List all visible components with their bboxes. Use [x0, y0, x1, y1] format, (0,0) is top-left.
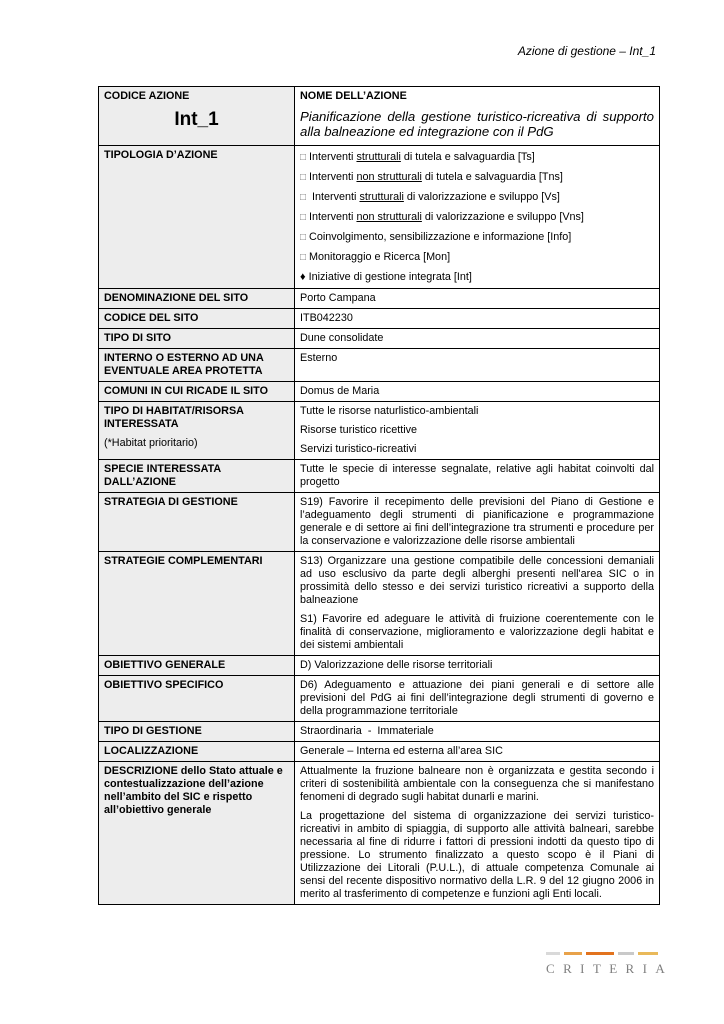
checkbox-empty-icon: □ [300, 152, 307, 163]
tipo-gestione-row [99, 722, 660, 742]
localizzazione-row [99, 742, 660, 762]
strategia-value: S19) Favorire il recepimento delle previsioni del Piano di Gestione e l’adeguamento degli strumenti di pianificazione e programmazione generale e di settore ai fini dell’integrazione tra strumenti e procedure per la conservazione e valorizzazione delle risorse ambientali [295, 493, 660, 552]
tipologia-option-info: □ Coinvolgimento, sensibilizzazione e informazione [Info] [300, 231, 572, 243]
checkbox-empty-icon: □ [300, 252, 307, 263]
tipologia-option-int: ♦ Iniziative di gestione integrata [Int] [300, 271, 472, 283]
diamond-bullet-icon: ♦ [300, 271, 306, 283]
action-code-row [99, 87, 660, 146]
comuni-value: Domus de Maria [295, 382, 660, 402]
logo-bar [546, 952, 560, 955]
strategia-label: STRATEGIA DI GESTIONE [99, 493, 295, 552]
habitat-note: (*Habitat prioritario) [104, 437, 198, 449]
denominazione-value: Porto Campana [295, 289, 660, 309]
descrizione-value: La progettazione del sistema di organizzazione dei servizi turistico-ricreativi in ambito di spiaggia, di supporto alle attività balneari, sarebbe necessaria al fine di ridurre i fattori di pressioni indotti da questo tipo di pressione. Lo strumento finalizzato a questo scopo è il Piani di Utilizzazione dei Litorali (P.U.L.), di attuale competenza Comunale ai sensi del recente dispositivo normativo della L.R. 9 del 12 giugno 2006 in merito al trasferimento di competenze e funzioni agli Enti locali. [300, 810, 654, 900]
interno-esterno-row [99, 349, 660, 382]
tipo-sito-label: TIPO DI SITO [99, 329, 295, 349]
tipo-gestione-value: Straordinaria - Immateriale [295, 722, 660, 742]
obiettivo-specifico-label: OBIETTIVO SPECIFICO [99, 676, 295, 722]
complementari-label: STRATEGIE COMPLEMENTARI [99, 552, 295, 656]
codice-sito-value: ITB042230 [295, 309, 660, 329]
obiettivo-generale-row [99, 656, 660, 676]
descrizione-values [295, 762, 660, 905]
checkbox-empty-icon: □ [300, 232, 307, 243]
tipologia-row [99, 146, 660, 289]
logo-color-bars [546, 952, 658, 955]
descrizione-value: Attualmente la fruzione balneare non è organizzata e gestita secondo i criteri di sostenibilità ambientale con la conseguenza che si manifestano fenomeni di degrado sugli habitat dunarli e marini. [300, 765, 654, 803]
tipologia-label: TIPOLOGIA D’AZIONE [99, 146, 295, 289]
habitat-label: TIPO DI HABITAT/RISORSA INTERESSATA [104, 405, 244, 430]
habitat-value: Risorse turistico ricettive [300, 424, 417, 436]
obiettivo-specifico-row [99, 676, 660, 722]
denominazione-label: DENOMINAZIONE DEL SITO [99, 289, 295, 309]
checkbox-empty-icon: □ [300, 192, 307, 203]
specie-label: SPECIE INTERESSATA DALL’AZIONE [99, 460, 295, 493]
codice-sito-label: CODICE DEL SITO [99, 309, 295, 329]
localizzazione-value: Generale – Interna ed esterna all’area SIC [295, 742, 660, 762]
logo-bar [564, 952, 582, 955]
habitat-row [99, 402, 660, 460]
habitat-values [295, 402, 660, 460]
tipo-sito-row [99, 329, 660, 349]
tipologia-options [295, 146, 660, 289]
descrizione-row [99, 762, 660, 905]
obiettivo-generale-label: OBIETTIVO GENERALE [99, 656, 295, 676]
checkbox-empty-icon: □ [300, 212, 307, 223]
action-code-value: Int_1 [174, 109, 219, 130]
logo-wordmark: CRITERIA [546, 961, 674, 976]
criteria-logo [546, 952, 674, 982]
tipologia-option-ts: □ Interventi strutturali di tutela e salvaguardia [Ts] [300, 151, 535, 163]
descrizione-label: DESCRIZIONE dello Stato attuale e contestualizzazione dell’azione nell’ambito del SIC e rispetto all’obiettivo generale [99, 762, 295, 905]
tipologia-option-vs: □ Interventi strutturali di valorizzazione e sviluppo [Vs] [300, 191, 560, 203]
comuni-label: COMUNI IN CUI RICADE IL SITO [99, 382, 295, 402]
obiettivo-generale-value: D) Valorizzazione delle risorse territoriali [295, 656, 660, 676]
action-name-label: NOME DELL’AZIONE [300, 90, 407, 102]
localizzazione-label: LOCALIZZAZIONE [99, 742, 295, 762]
complementari-values [295, 552, 660, 656]
habitat-cell [99, 402, 295, 460]
specie-row [99, 460, 660, 493]
page-header: Azione di gestione – Int_1 [517, 44, 656, 58]
comuni-row [99, 382, 660, 402]
action-name-cell [295, 87, 660, 146]
strategia-row [99, 493, 660, 552]
interno-esterno-value: Esterno [295, 349, 660, 382]
tipologia-option-tns: □ Interventi non strutturali di tutela e salvaguardia [Tns] [300, 171, 563, 183]
habitat-value: Servizi turistico-ricreativi [300, 443, 417, 455]
tipo-sito-value: Dune consolidate [295, 329, 660, 349]
action-sheet-table [98, 86, 660, 905]
complementari-value: S13) Organizzare una gestione compatibile delle concessioni demaniali ad uso esclusivo da parte degli alberghi presenti nell'area SIC o in prossimità dello stesso e dei servizi turistico ricreativi a supporto della balneazione [300, 555, 654, 606]
codice-sito-row [99, 309, 660, 329]
denominazione-row [99, 289, 660, 309]
logo-bar [638, 952, 658, 955]
specie-value: Tutte le specie di interesse segnalate, relative agli habitat coinvolti dal progetto [295, 460, 660, 493]
action-code-label: CODICE AZIONE [104, 90, 190, 102]
complementari-row [99, 552, 660, 656]
checkbox-empty-icon: □ [300, 172, 307, 183]
action-name-value: Pianificazione della gestione turistico-ricreativa di supporto alla balneazione ed integrazione con il PdG [300, 109, 654, 139]
complementari-value: S1) Favorire ed adeguare le attività di fruizione coerentemente con le finalità di conservazione, miglioramento e valorizzazione degli habitat e dei sistemi ambientali [300, 613, 654, 651]
interno-esterno-label: INTERNO O ESTERNO AD UNA EVENTUALE AREA PROTETTA [99, 349, 295, 382]
obiettivo-specifico-value: D6) Adeguamento e attuazione dei piani generali e di settore alle previsioni del PdG ai fini dell’integrazione degli strumenti di governo e della programmazione territoriale [295, 676, 660, 722]
logo-bar [618, 952, 634, 955]
tipologia-option-mon: □ Monitoraggio e Ricerca [Mon] [300, 251, 451, 263]
action-code-cell [99, 87, 295, 146]
habitat-value: Tutte le risorse naturlistico-ambientali [300, 405, 479, 417]
tipo-gestione-label: TIPO DI GESTIONE [99, 722, 295, 742]
logo-bar [586, 952, 614, 955]
tipologia-option-vns: □ Interventi non strutturali di valorizzazione e sviluppo [Vns] [300, 211, 584, 223]
